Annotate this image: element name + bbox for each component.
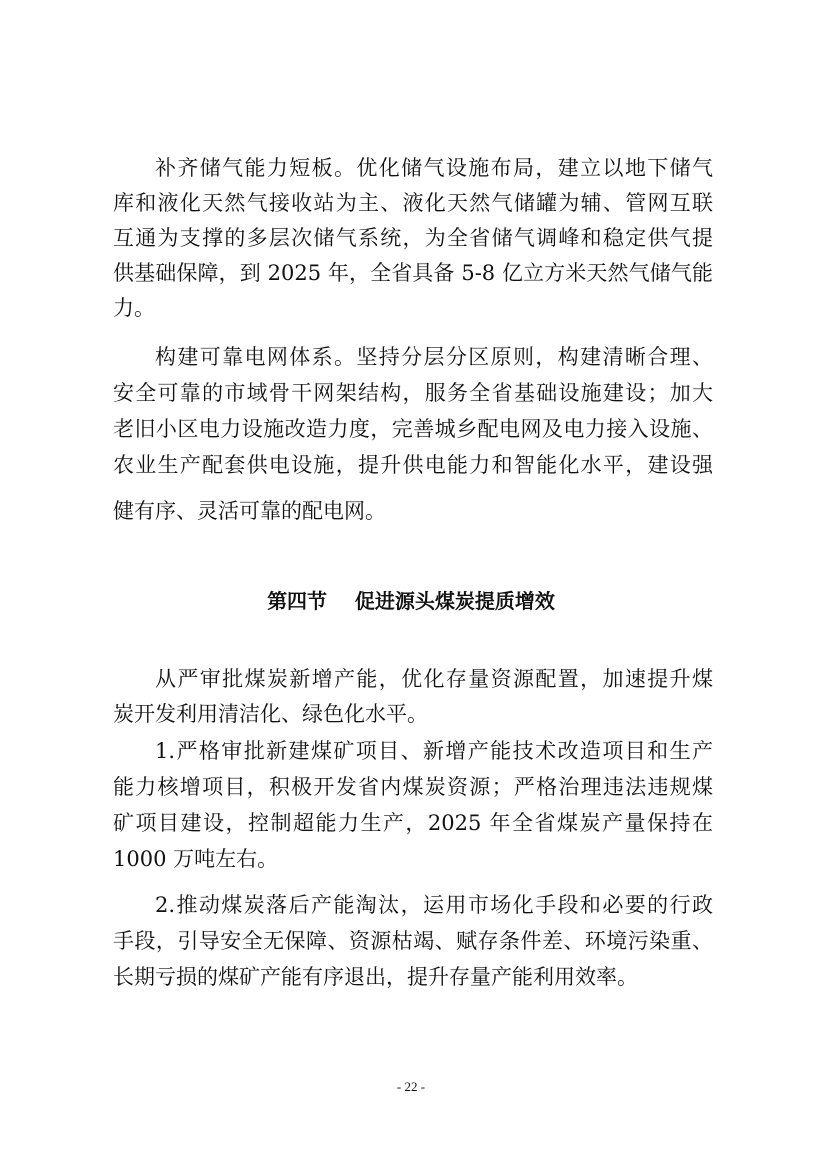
paragraph-line: 安全可靠的市域骨干网架结构，服务全省基础设施建设；加大	[113, 381, 713, 405]
paragraph-line: 1.严格审批新建煤矿项目、新增产能技术改造项目和生产	[155, 739, 713, 763]
section-heading: 第四节 促进源头煤炭提质增效	[267, 589, 555, 613]
paragraph-line: 农业生产配套供电设施，提升供电能力和智能化水平，建设强	[113, 453, 713, 477]
paragraph-line: 力。	[113, 296, 155, 320]
paragraph-line: 能力核增项目，积极开发省内煤炭资源；严格治理违法违规煤	[113, 775, 713, 799]
paragraph-line: 健有序、灵活可靠的配电网。	[113, 499, 386, 523]
paragraph-line: 1000 万吨左右。	[113, 847, 279, 871]
paragraph-line: 老旧小区电力设施改造力度，完善城乡配电网及电力接入设施、	[113, 417, 713, 441]
paragraph-line: 构建可靠电网体系。坚持分层分区原则，构建清晰合理、	[155, 345, 713, 369]
paragraph-line: 互通为支撑的多层次储气系统，为全省储气调峰和稳定供气提	[113, 226, 713, 250]
paragraph-line: 供基础保障，到 2025 年，全省具备 5-8 亿立方米天然气储气能	[113, 261, 713, 285]
paragraph-line: 炭开发利用清洁化、绿色化水平。	[113, 702, 428, 726]
paragraph-line: 补齐储气能力短板。优化储气设施布局，建立以地下储气	[155, 156, 713, 180]
paragraph-line: 手段，引导安全无保障、资源枯竭、赋存条件差、环境污染重、	[113, 929, 713, 953]
paragraph-line: 长期亏损的煤矿产能有序退出，提升存量产能利用效率。	[113, 965, 638, 989]
paragraph-line: 2.推动煤炭落后产能淘汰，运用市场化手段和必要的行政	[155, 893, 713, 917]
paragraph-line: 库和液化天然气接收站为主、液化天然气储罐为辅、管网互联	[113, 191, 713, 215]
paragraph-line: 从严审批煤炭新增产能，优化存量资源配置，加速提升煤	[155, 667, 713, 691]
paragraph-line: 矿项目建设，控制超能力生产，2025 年全省煤炭产量保持在	[113, 811, 713, 835]
page-number: - 22 -	[396, 1079, 426, 1094]
